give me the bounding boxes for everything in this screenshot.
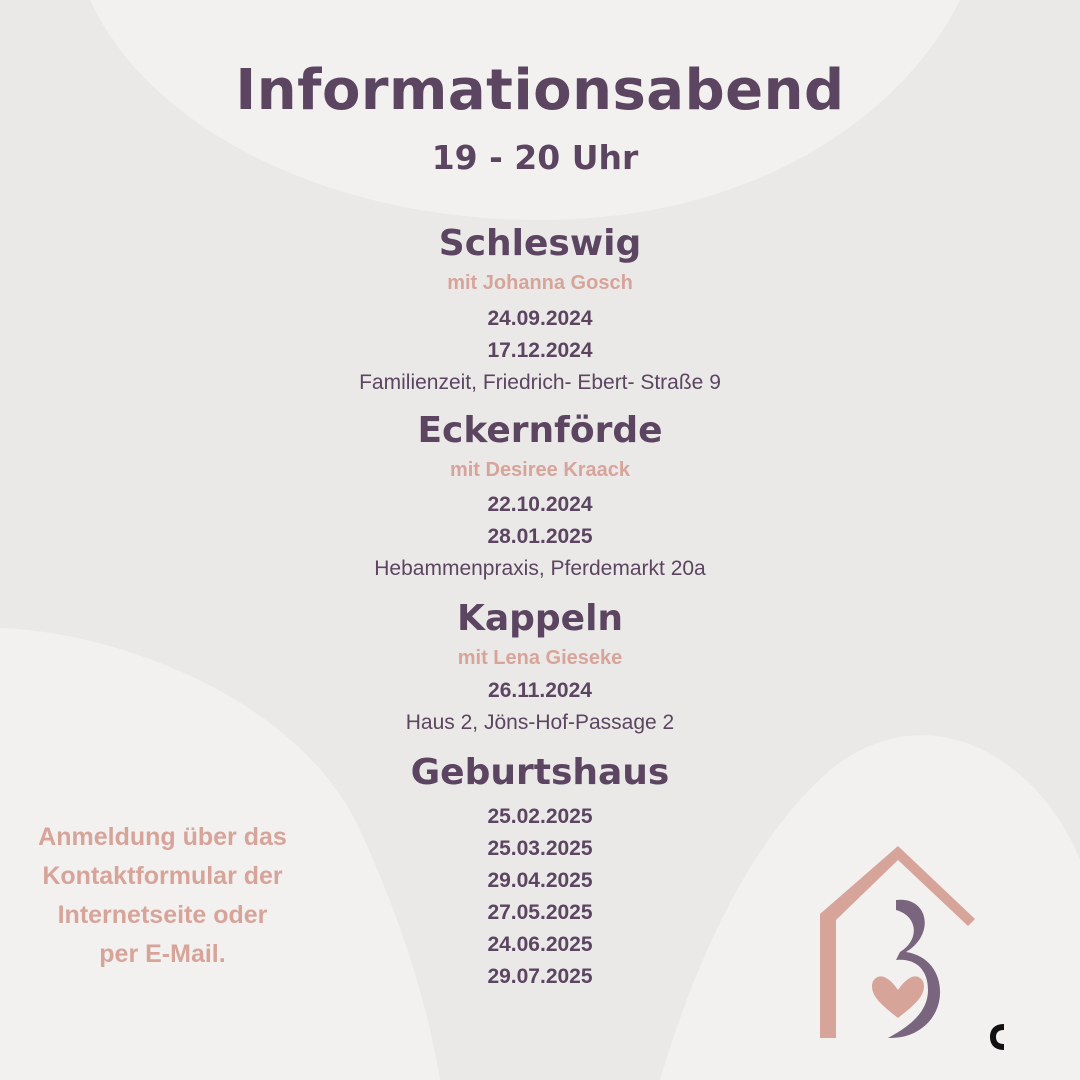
registration-line: Internetseite oder: [57, 901, 268, 929]
event-date: 22.10.2024: [487, 493, 593, 516]
venue-address: Familienzeit, Friedrich- Ebert- Straße 9: [359, 371, 721, 394]
host-name: mit Lena Gieseke: [457, 647, 623, 669]
registration-note: [10, 818, 315, 974]
house-heart-logo-icon: [810, 840, 990, 1050]
event-date: 29.04.2025: [487, 869, 593, 892]
host-name: mit Desiree Kraack: [449, 459, 631, 481]
event-date: 17.12.2024: [487, 339, 593, 362]
partial-mark: [990, 1022, 1004, 1052]
event-date: 27.05.2025: [487, 901, 593, 924]
venue-address: Hebammenpraxis, Pferdemarkt 20a: [374, 557, 706, 580]
host-name: mit Johanna Gosch: [447, 272, 633, 294]
event-date: 28.01.2025: [487, 525, 593, 548]
page-title: Informationsabend: [235, 58, 845, 123]
city-heading: Schleswig: [438, 223, 642, 264]
city-heading: Geburtshaus: [410, 752, 670, 793]
registration-line: Anmeldung über das: [38, 823, 287, 851]
event-date: 25.02.2025: [487, 805, 593, 828]
event-date: 26.11.2024: [488, 679, 592, 702]
event-date: 24.09.2024: [487, 307, 593, 330]
event-date: 25.03.2025: [487, 837, 593, 860]
city-heading: Kappeln: [456, 598, 624, 639]
city-heading: Eckernförde: [417, 410, 663, 451]
event-date: 29.07.2025: [487, 965, 593, 988]
event-time: 19 - 20 Uhr: [431, 138, 639, 177]
event-date: 24.06.2025: [487, 933, 593, 956]
registration-line: per E-Mail.: [99, 940, 226, 968]
venue-address: Haus 2, Jöns-Hof-Passage 2: [405, 711, 675, 734]
registration-line: Kontaktformular der: [42, 862, 283, 890]
